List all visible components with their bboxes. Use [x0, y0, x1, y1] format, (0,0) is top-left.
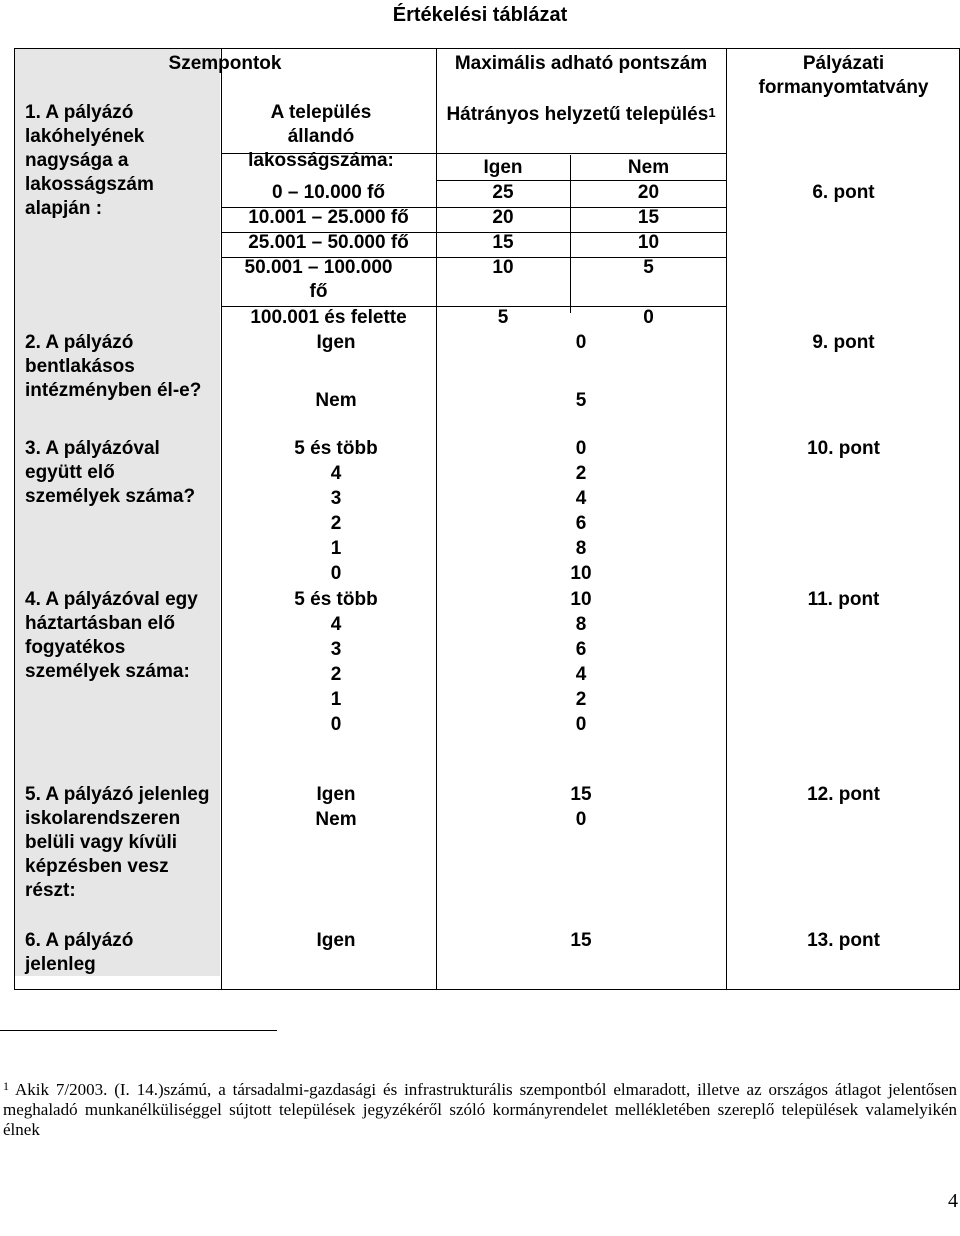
header-criteria: Szempontok	[168, 53, 282, 74]
points-value: 6	[575, 639, 587, 660]
points-value: 0	[575, 809, 587, 830]
answer-label: Igen	[316, 784, 356, 805]
answer-label: 4	[330, 463, 342, 484]
answer-label: Nem	[315, 809, 357, 830]
disadvantaged-header	[436, 101, 726, 129]
answer-label: 3	[330, 488, 342, 509]
answer-label: 3	[330, 639, 342, 660]
population-range: 10.001 – 25.000 fő	[248, 207, 409, 228]
answer-label: 5 és több	[294, 438, 378, 459]
points-value: 0	[575, 714, 587, 735]
points-value: 8	[575, 538, 587, 559]
population-range: 0 – 10.000 fő	[271, 182, 386, 203]
points-no: 0	[643, 307, 654, 328]
col-yes: Igen	[483, 157, 523, 178]
points-value: 5	[575, 390, 587, 411]
answer-label: 1	[330, 689, 342, 710]
points-yes: 20	[492, 207, 514, 228]
points-value: 10	[570, 563, 592, 584]
footnote-number: 1	[3, 1079, 9, 1093]
population-range: 25.001 – 50.000 fő	[248, 232, 409, 253]
points-value: 4	[575, 664, 587, 685]
points-value: 10	[570, 589, 592, 610]
header-max-points-label: Maximális adható pontszám	[454, 53, 708, 74]
criterion-4: 4. A pályázóval egy háztartásban elő fogyatékos személyek száma:	[25, 589, 198, 682]
criterion-3: 3. A pályázóval együtt elő személyek száma?	[25, 438, 196, 507]
form-reference: 13. pont	[807, 930, 880, 951]
answer-label: 2	[330, 513, 342, 534]
answer-label: 5 és több	[294, 589, 378, 610]
points-value: 15	[570, 784, 592, 805]
points-yes: 15	[492, 232, 514, 253]
answer-label: 1	[330, 538, 342, 559]
form-reference: 10. pont	[807, 438, 880, 459]
answer-label: Igen	[316, 930, 356, 951]
population-range: 50.001 – 100.000 fő	[244, 257, 393, 302]
points-yes: 10	[492, 257, 514, 278]
footnote-separator	[0, 1030, 277, 1031]
points-no: 5	[643, 257, 654, 278]
criterion-5: 5. A pályázó jelenleg iskolarendszeren belüli vagy kívüli képzésben vesz részt:	[25, 784, 210, 901]
footnote	[3, 1080, 957, 1140]
answer-label: 0	[330, 714, 342, 735]
criterion-6: 6. A pályázó jelenleg	[25, 930, 134, 975]
header-form	[727, 52, 960, 100]
points-yes: 25	[492, 182, 514, 203]
population-header	[236, 101, 406, 173]
form-reference: 12. pont	[807, 784, 880, 805]
population-header-label: A település állandó lakosságszáma:	[248, 102, 394, 171]
answer-label: Igen	[316, 332, 356, 353]
footnote-text: Akik 7/2003. (I. 14.)számú, a társadalmi-gazdasági és infrastrukturális szempontból elmaradott, illetve az országos átlagot jelentősen meghaladó munkanélküliséggel sújtott települések jegyzékéről szóló kormányrendelet mellékletében szereplő települések valamelyikén élnek	[3, 1080, 958, 1139]
points-no: 10	[637, 232, 660, 253]
points-value: 8	[575, 614, 587, 635]
answer-label: 0	[330, 563, 342, 584]
form-reference: 9. pont	[812, 332, 875, 353]
population-range: 100.001 és felette	[250, 307, 407, 328]
page-title: Értékelési táblázat	[392, 4, 568, 26]
header-max-points	[436, 52, 726, 76]
points-value: 0	[575, 438, 587, 459]
points-value: 2	[575, 689, 587, 710]
answer-label: Nem	[315, 390, 357, 411]
points-yes: 5	[497, 307, 509, 328]
footnote-marker: 1	[708, 105, 716, 120]
page-number: 4	[948, 1190, 958, 1212]
criterion-1: 1. A pályázó lakóhelyének nagysága a lakosságszám alapján :	[25, 102, 154, 219]
points-value: 4	[575, 488, 587, 509]
form-reference: 11. pont	[807, 589, 880, 610]
answer-label: 2	[330, 664, 342, 685]
points-no: 15	[637, 207, 660, 228]
form-reference: 6. pont	[812, 182, 875, 203]
header-form-label: Pályázati formanyomtatvány	[758, 53, 929, 98]
disadvantaged-header-label: Hátrányos helyzetű település	[446, 104, 709, 125]
points-value: 6	[575, 513, 587, 534]
criterion-2: 2. A pályázó bentlakásos intézményben él-e?	[25, 332, 202, 401]
points-value: 0	[575, 332, 587, 353]
points-value: 15	[570, 930, 592, 951]
answer-label: 4	[330, 614, 342, 635]
col-no: Nem	[627, 157, 670, 178]
points-no: 20	[637, 182, 660, 203]
points-value: 2	[575, 463, 587, 484]
